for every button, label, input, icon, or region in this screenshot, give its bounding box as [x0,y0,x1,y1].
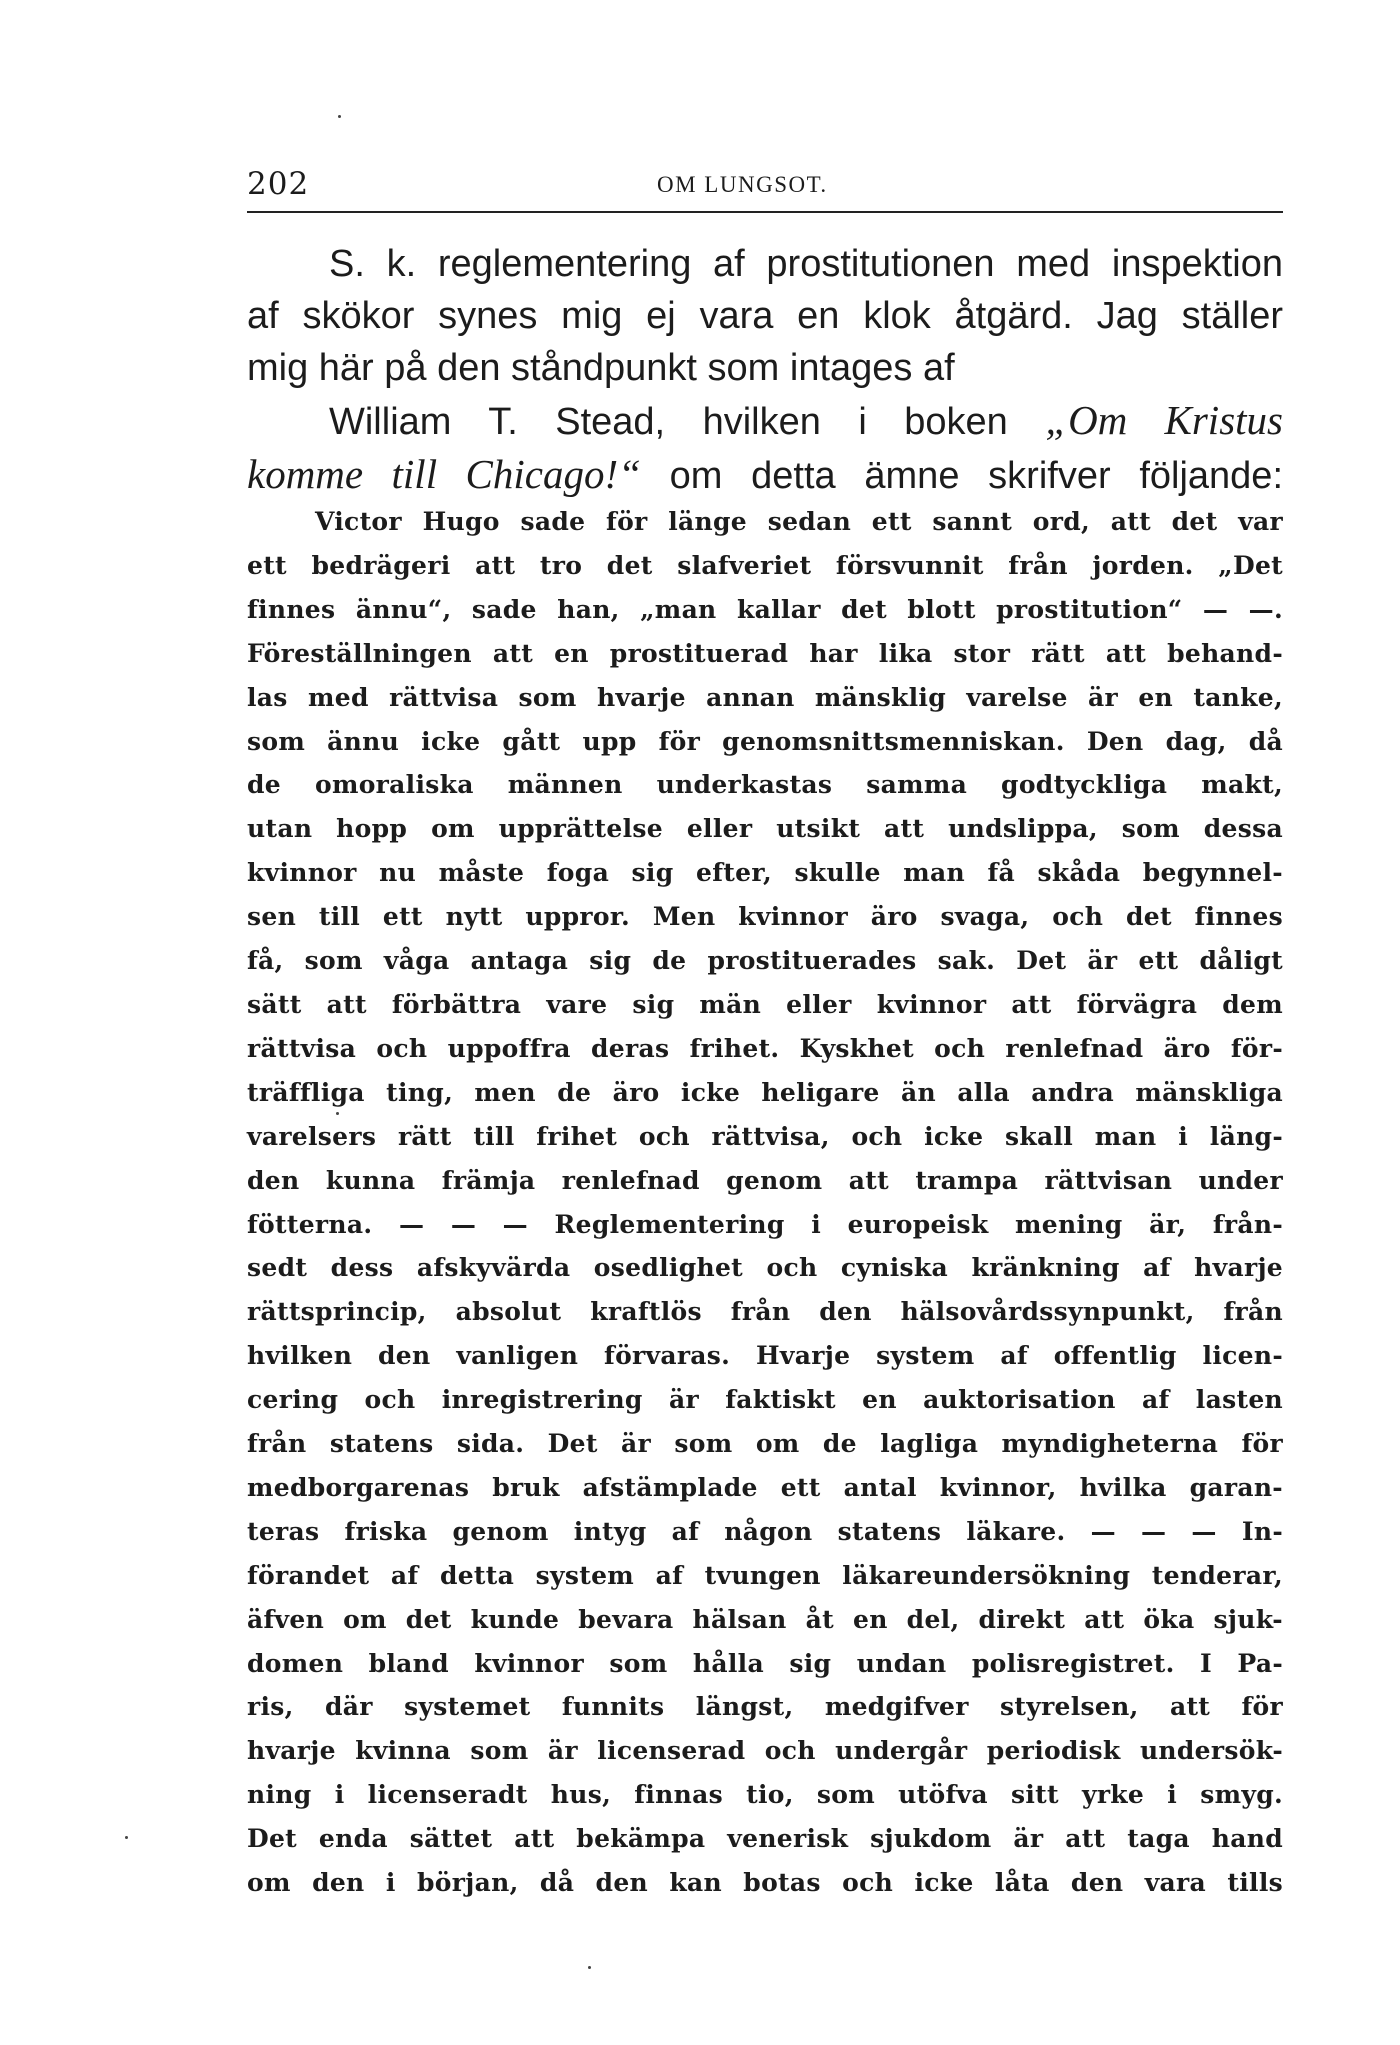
running-head: OM LUNGSOT. [657,172,828,197]
text-line: om den i början, då den kan botas och icke låta den vara tills [247,1868,1283,1898]
text-line: finnes ännu“, sade han, „man kallar det blott prostitution“ — —. [247,594,1283,624]
text-segment: William T. Stead, hvilken i boken [329,401,1008,443]
text-line: hvilken den vanligen förvaras. Hvarje system af offentlig licen- [247,1341,1283,1371]
quoted-passage [247,500,1283,1905]
text-line [247,448,1283,502]
text-line: ris, där systemet funnits längst, medgifver styrelsen, att för [247,1692,1283,1722]
text-line: Det enda sättet att bekämpa venerisk sjukdom är att taga hand [247,1824,1283,1854]
text-line [247,394,1283,448]
page-number: 202 [247,166,310,202]
intro-paragraph [247,238,1283,502]
text-segment: om detta ämne skrifver följande: [669,455,1284,497]
print-speck [338,115,341,118]
text-line: domen bland kvinnor som hålla sig undan polisregistret. I Pa- [247,1648,1283,1678]
print-speck [336,1112,339,1115]
text-line: sen till ett nytt uppror. Men kvinnor äro svaga, och det finnes [247,902,1283,932]
print-speck [125,1836,128,1839]
text-line: utan hopp om upprättelse eller utsikt att undslippa, som dessa [247,814,1283,844]
text-line: ett bedrägeri att tro det slafveriet försvunnit från jorden. „Det [247,550,1283,580]
book-title-italic: „Om Kristus [1045,397,1283,443]
text-line: S. k. reglementering af prostitutionen med inspektion [329,243,1283,285]
text-line: från statens sida. Det är som om de lagliga myndigheterna för [247,1429,1283,1459]
text-line: varelsers rätt till frihet och rättvisa, och icke skall man i läng- [247,1121,1283,1151]
text-line: teras friska genom intyg af någon statens läkare. — — — In- [247,1516,1283,1546]
text-line: sedt dess afskyvärda osedlighet och cyniska kränkning af hvarje [247,1253,1283,1283]
text-line: rättsprincip, absolut kraftlös från den hälsovårdssynpunkt, från [247,1297,1283,1327]
page-header [247,166,1283,212]
text-line: Föreställningen att en prostituerad har lika stor rätt att behand- [247,638,1283,668]
text-line: kvinnor nu måste foga sig efter, skulle man få skåda begynnel- [247,858,1283,888]
text-line: ning i licenseradt hus, finnas tio, som utöfva sitt yrke i smyg. [247,1780,1283,1810]
print-speck [588,1966,591,1969]
text-line: cering och inregistrering är faktiskt en auktorisation af lasten [247,1385,1283,1415]
text-line: Victor Hugo sade för länge sedan ett sannt ord, att det var [315,507,1283,536]
text-line: sätt att förbättra vare sig män eller kvinnor att förvägra dem [247,989,1283,1019]
text-line: de omoraliska männen underkastas samma godtyckliga makt, [247,770,1283,800]
text-line: mig här på den ståndpunkt som intages af [247,347,955,389]
text-line: få, som våga antaga sig de prostituerades sak. Det är ett dåligt [247,946,1283,976]
text-line: förandet af detta system af tvungen läkareundersökning tenderar, [247,1560,1283,1590]
text-line: medborgarenas bruk afstämplade ett antal kvinnor, hvilka garan- [247,1472,1283,1502]
header-rule [247,211,1283,213]
text-line: träffliga ting, men de äro icke heligare än alla andra mänskliga [247,1077,1283,1107]
text-line: las med rättvisa som hvarje annan mänsklig varelse är en tanke, [247,682,1283,712]
text-line: den kunna främja renlefnad genom att trampa rättvisan under [247,1165,1283,1195]
text-line: hvarje kvinna som är licenserad och undergår periodisk undersök- [247,1736,1283,1766]
text-line: rättvisa och uppoffra deras frihet. Kyskhet och renlefnad äro för- [247,1033,1283,1063]
text-line: fötterna. — — — Reglementering i europeisk mening är, från- [247,1209,1283,1239]
text-line: äfven om det kunde bevara hälsan åt en del, direkt att öka sjuk- [247,1604,1283,1634]
text-line: som ännu icke gått upp för genomsnittsmenniskan. Den dag, då [247,726,1283,756]
text-line: af skökor synes mig ej vara en klok åtgärd. Jag ställer [247,295,1283,337]
book-title-italic: komme till Chicago!“ [247,451,641,497]
